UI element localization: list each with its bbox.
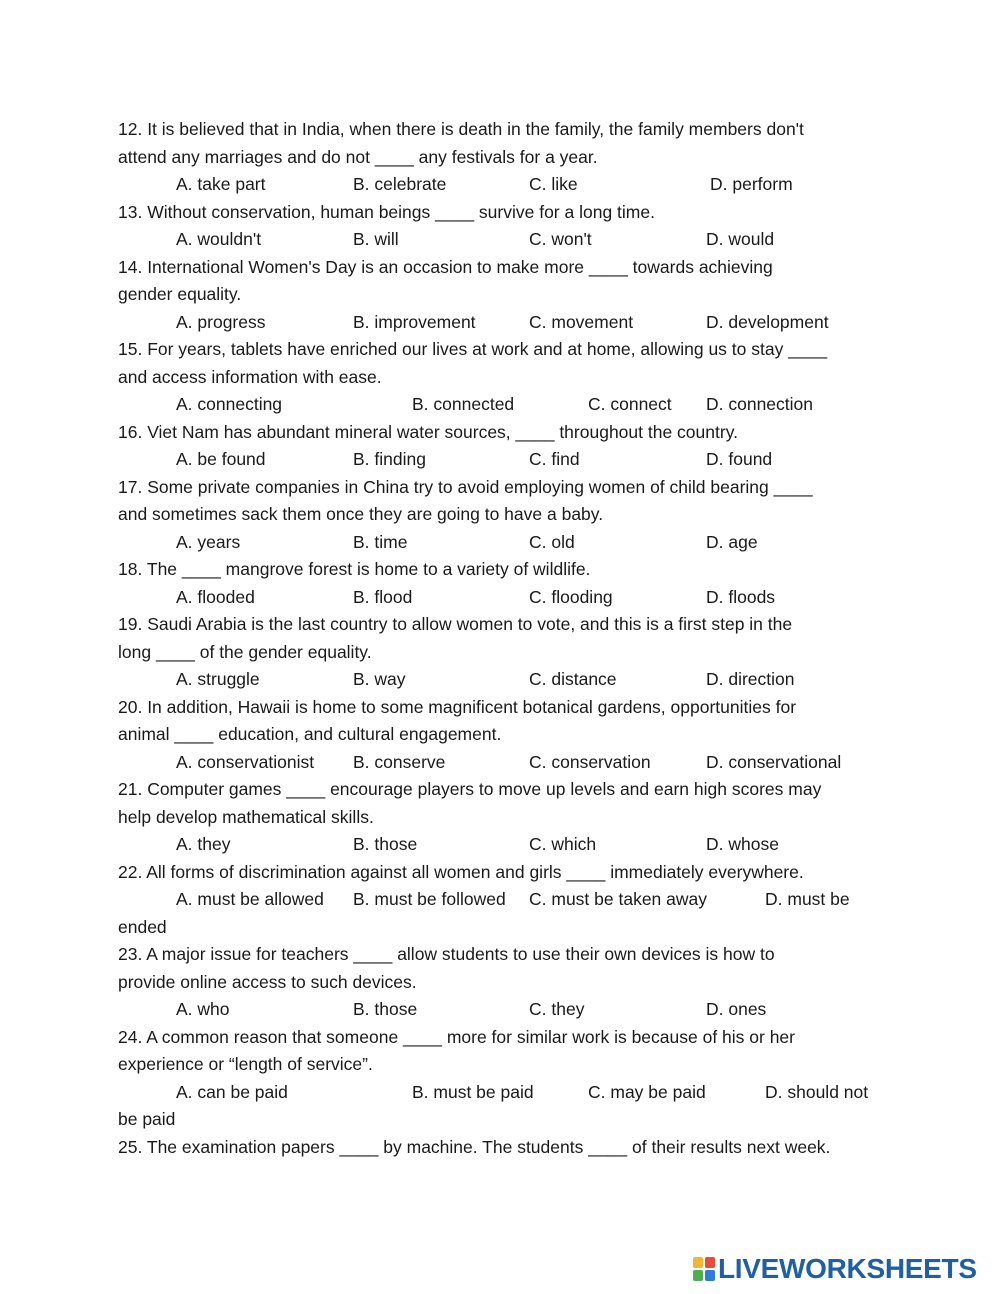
answer-options [118, 391, 888, 419]
question-12 [118, 116, 888, 199]
question-stem: gender equality. [118, 284, 242, 304]
option-a[interactable]: A. be found [176, 449, 266, 469]
question-stem: and sometimes sack them once they are going to have a baby. [118, 504, 604, 524]
option-c[interactable]: C. movement [529, 311, 634, 332]
option-d[interactable]: D. found [706, 449, 773, 469]
answer-options [118, 309, 888, 337]
question-21 [118, 776, 888, 859]
logo-square-red [705, 1257, 715, 1268]
answer-options [118, 1079, 888, 1107]
option-c[interactable]: C. they [529, 999, 585, 1019]
option-a[interactable]: A. wouldn't [176, 229, 262, 249]
question-stem: 14. International Women's Day is an occasion to make more ____ towards achieving [118, 256, 773, 277]
option-d-continuation: ended [118, 916, 167, 937]
liveworksheets-logo[interactable] [693, 1254, 989, 1284]
option-d[interactable]: D. must be [765, 889, 850, 909]
question-stem: long ____ of the gender equality. [118, 641, 372, 662]
question-stem: 18. The ____ mangrove forest is home to a variety of wildlife. [118, 559, 591, 579]
question-stem: 24. A common reason that someone ____ more for similar work is because of his or her [118, 1026, 795, 1047]
answer-options [118, 171, 888, 199]
option-a[interactable]: A. connecting [176, 394, 283, 414]
option-b[interactable]: B. way [353, 669, 406, 689]
option-c[interactable]: C. must be taken away [529, 889, 707, 909]
question-stem: help develop mathematical skills. [118, 806, 374, 827]
question-stem: 12. It is believed that in India, when there is death in the family, the family members don't [118, 119, 804, 139]
option-c[interactable]: C. which [529, 834, 597, 854]
question-20 [118, 694, 888, 777]
logo-square-green [693, 1270, 703, 1281]
option-d[interactable]: D. would [706, 229, 775, 249]
option-d[interactable]: D. connection [706, 394, 814, 414]
question-18 [118, 556, 888, 611]
option-a[interactable]: A. progress [176, 311, 266, 332]
answer-options [118, 584, 888, 612]
question-stem: attend any marriages and do not ____ any festivals for a year. [118, 146, 598, 167]
option-a[interactable]: A. can be paid [176, 1081, 288, 1102]
question-16 [118, 419, 888, 474]
option-b[interactable]: B. will [353, 229, 399, 249]
option-d-continuation: be paid [118, 1109, 176, 1129]
question-stem: 15. For years, tablets have enriched our lives at work and at home, allowing us to stay ____ [118, 339, 828, 359]
question-stem: 21. Computer games ____ encourage players to move up levels and earn high scores may [118, 779, 822, 799]
option-b[interactable]: B. time [353, 531, 408, 552]
question-17 [118, 474, 888, 557]
option-b[interactable]: B. must be followed [353, 889, 506, 909]
option-d[interactable]: D. whose [706, 834, 779, 854]
option-d[interactable]: D. direction [706, 669, 795, 689]
option-d[interactable]: D. ones [706, 999, 767, 1019]
question-24 [118, 1024, 888, 1134]
option-b[interactable]: B. improvement [353, 311, 476, 332]
answer-options [118, 666, 888, 694]
option-a[interactable]: A. struggle [176, 669, 260, 689]
question-stem: 13. Without conservation, human beings ____ survive for a long time. [118, 201, 655, 222]
logo-square-yellow [693, 1257, 703, 1268]
question-25 [118, 1134, 888, 1162]
option-a[interactable]: A. take part [176, 174, 266, 194]
option-d[interactable]: D. perform [710, 174, 793, 194]
option-c[interactable]: C. won't [529, 229, 592, 249]
answer-options [118, 749, 888, 777]
option-c[interactable]: C. like [529, 174, 578, 194]
question-stem: and access information with ease. [118, 366, 382, 387]
option-a[interactable]: A. years [176, 531, 241, 552]
worksheet [118, 116, 888, 1161]
option-b[interactable]: B. finding [353, 449, 426, 469]
question-stem: 17. Some private companies in China try to avoid employing women of child bearing ____ [118, 476, 813, 497]
answer-options [118, 831, 888, 859]
logo-square-blue [705, 1270, 715, 1281]
option-b[interactable]: B. must be paid [412, 1081, 534, 1102]
option-c[interactable]: C. find [529, 449, 580, 469]
option-a[interactable]: A. they [176, 834, 231, 854]
answer-options [118, 226, 888, 254]
question-stem: 20. In addition, Hawaii is home to some magnificent botanical gardens, opportunities for [118, 696, 797, 717]
question-23 [118, 941, 888, 1024]
answer-options [118, 446, 888, 474]
option-b[interactable]: B. flood [353, 586, 413, 607]
option-a[interactable]: A. who [176, 999, 230, 1019]
option-b[interactable]: B. conserve [353, 751, 446, 772]
option-c[interactable]: C. flooding [529, 586, 613, 607]
question-stem: 23. A major issue for teachers ____ allow students to use their own devices is how to [118, 944, 775, 964]
option-c[interactable]: C. may be paid [588, 1081, 706, 1102]
question-stem: animal ____ education, and cultural engagement. [118, 724, 502, 744]
question-22 [118, 859, 888, 942]
option-b[interactable]: B. those [353, 834, 418, 854]
option-d[interactable]: D. age [706, 531, 758, 552]
question-13 [118, 199, 888, 254]
question-stem: 22. All forms of discrimination against all women and girls ____ immediately everywhere. [118, 861, 804, 882]
option-c[interactable]: C. connect [588, 394, 672, 414]
question-stem: 16. Viet Nam has abundant mineral water sources, ____ throughout the country. [118, 421, 739, 442]
option-c[interactable]: C. distance [529, 669, 617, 689]
answer-options [118, 886, 888, 914]
option-d[interactable]: D. should not [765, 1081, 869, 1102]
question-stem: 25. The examination papers ____ by machine. The students ____ of their results next week. [118, 1136, 831, 1157]
question-stem: experience or “length of service”. [118, 1054, 373, 1074]
logo-text: LIVEWORKSHEETS [718, 1253, 977, 1284]
option-d[interactable]: D. floods [706, 586, 776, 607]
question-stem: 19. Saudi Arabia is the last country to allow women to vote, and this is a first step in the [118, 614, 793, 634]
option-b[interactable]: B. connected [412, 394, 515, 414]
question-14 [118, 254, 888, 337]
option-d[interactable]: D. conservational [706, 751, 842, 772]
question-15 [118, 336, 888, 419]
option-c[interactable]: C. conservation [529, 751, 651, 772]
answer-options [118, 529, 888, 557]
option-a[interactable]: A. flooded [176, 586, 255, 607]
option-c[interactable]: C. old [529, 531, 575, 552]
question-stem: provide online access to such devices. [118, 971, 417, 992]
logo-icon [693, 1257, 715, 1281]
option-d[interactable]: D. development [706, 311, 829, 332]
answer-options [118, 996, 888, 1024]
option-b[interactable]: B. those [353, 999, 418, 1019]
question-19 [118, 611, 888, 694]
option-b[interactable]: B. celebrate [353, 174, 447, 194]
option-a[interactable]: A. must be allowed [176, 889, 324, 909]
option-a[interactable]: A. conservationist [176, 751, 315, 772]
